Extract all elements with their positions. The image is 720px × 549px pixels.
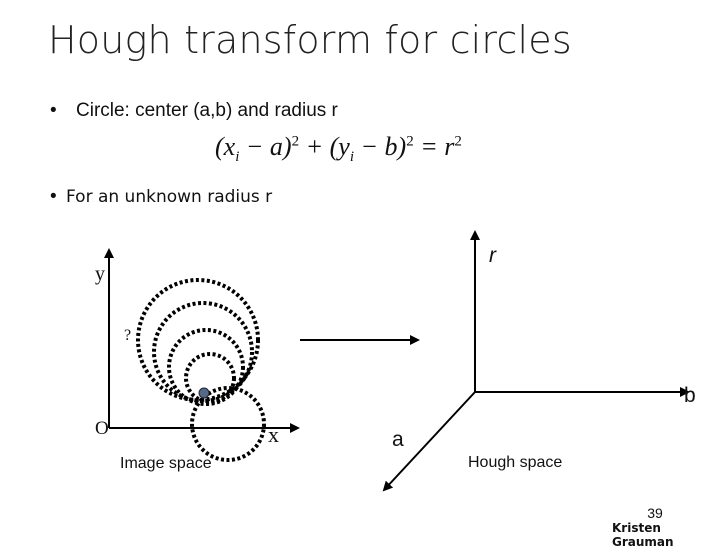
origin-label: O — [95, 418, 109, 439]
y-axis-label: y — [95, 263, 105, 285]
eq-part: − b) — [354, 132, 407, 161]
bullet-dot: • — [50, 186, 57, 207]
eq-sub: i — [349, 149, 354, 166]
eq-sup: 2 — [406, 133, 414, 150]
eq-part: (x — [215, 132, 236, 161]
eq-sup: 2 — [291, 133, 300, 150]
b-axis-label: b — [684, 384, 696, 407]
image-space-caption: Image space — [120, 455, 212, 472]
eq-part: − a) — [239, 132, 292, 161]
slide-number: 39 — [647, 505, 663, 521]
bullet-dot: • — [50, 100, 57, 121]
eq-sub: i — [235, 149, 240, 166]
credit-label: Kristen Grauman — [612, 521, 674, 549]
edge-point-marker — [199, 388, 209, 398]
candidate-circles — [138, 280, 264, 460]
eq-sup: 2 — [454, 133, 462, 150]
r-axis-label: r — [489, 244, 496, 267]
bullet-text: For an unknown radius r — [66, 187, 273, 207]
eq-part: + (y — [299, 132, 350, 161]
eq-part: = r — [413, 132, 455, 161]
hough-space-caption: Hough space — [468, 454, 563, 471]
bullet-text: Circle: center (a,b) and radius r — [76, 100, 338, 121]
slide-title: Hough transform for circles — [48, 18, 572, 62]
x-axis-label: x — [268, 422, 279, 447]
hough-space-axes — [384, 232, 688, 490]
question-label: ? — [124, 327, 132, 344]
a-axis-label: a — [392, 428, 404, 451]
